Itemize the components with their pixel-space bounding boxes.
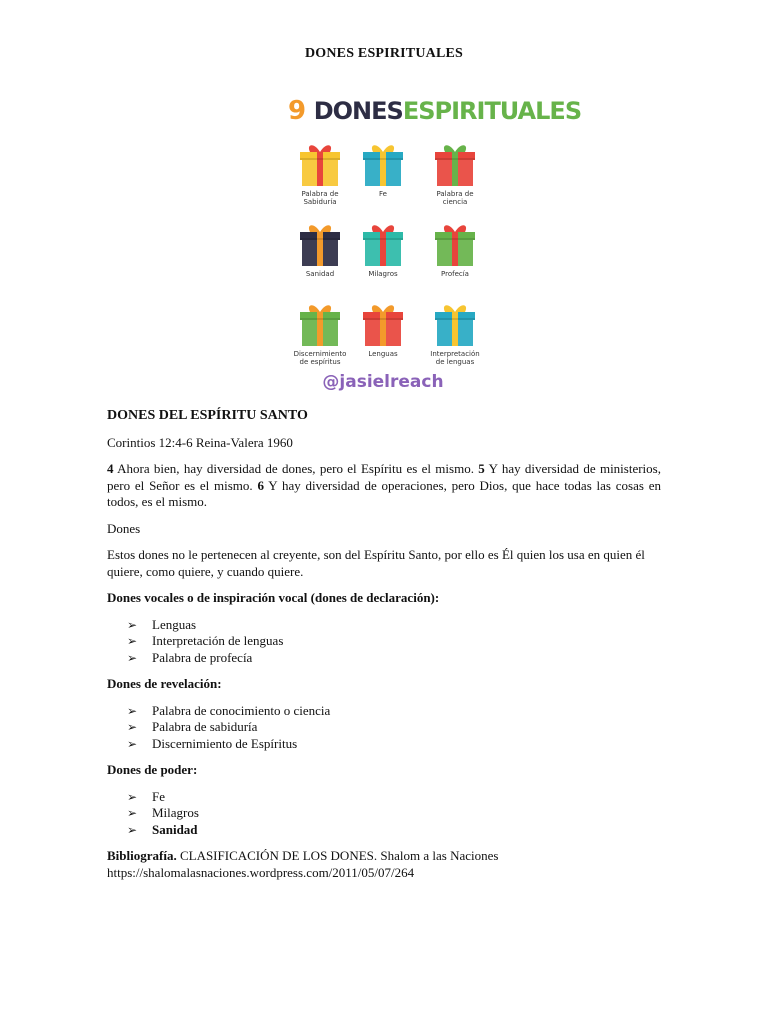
group-heading-revelacion: Dones de revelación: [107,676,222,691]
infographic-handle: @jasielreach [322,372,444,392]
list-item: ➢ Milagros [127,805,661,822]
gift-icon [355,140,411,198]
list-revelacion [127,703,661,753]
dones-description: Estos dones no le pertenecen al creyente, son del Espíritu Santo, por ello es Él quien los usa en quien él quiere, como quiere, y cuando quiere. [107,547,645,579]
bibliography-text: CLASIFICACIÓN DE LOS DONES. Shalom a las Naciones [176,848,499,863]
document-body [107,408,661,881]
verse-number: 5 [478,461,485,476]
list-item: ➢ Lenguas [127,617,661,634]
list-item: ➢ Palabra de profecía [127,650,661,667]
bibliography-label: Bibliografía. [107,848,177,863]
verse-number: 6 [257,477,264,493]
gift-label: Sanidad [305,270,335,278]
gift-label: Lenguas [368,350,398,358]
verse-text: Y hay diversidad de ministerios, pero el Señor es el mismo. [107,461,661,493]
group-heading-vocal: Dones vocales o de inspiración vocal (dones de declaración): [107,590,440,605]
list-item: ➢ Interpretación de lenguas [127,633,661,650]
gift-icon [355,300,411,358]
scripture-verses [107,461,661,511]
bibliography [107,848,661,881]
list-item: ➢ Discernimiento de Espíritus [127,736,661,753]
group-heading-poder: Dones de poder: [107,762,198,777]
list-poder [127,789,661,839]
dones-label: Dones [107,520,141,536]
gift-label: Interpretación de lenguas [430,350,480,366]
list-item: ➢ Fe [127,789,661,806]
gift-icon [355,220,411,278]
infographic-word-dones: DONES [313,97,403,125]
gift-label: Discernimiento de espíritus [293,350,347,366]
bibliography-link[interactable]: https://shalomalasnaciones.wordpress.com/2011/05/07/264 [107,864,415,880]
infographic-heading [288,94,582,128]
list-item: ➢ Palabra de sabiduría [127,719,661,736]
gift-icon [292,300,348,366]
section-title: DONES DEL ESPÍRITU SANTO [107,408,308,423]
verse-text: Ahora bien, hay diversidad de dones, pero el Espíritu es el mismo. [113,461,479,476]
gift-label: Profecía [441,270,469,278]
gift-label: Fe [379,190,387,198]
infographic-word-espirituales: ESPIRITUALES [402,97,582,125]
gift-icon [292,220,348,278]
page-title: DONES ESPIRITUALES [304,46,464,61]
list-item: ➢ Sanidad [127,822,661,839]
infographic-number: 9 [288,96,307,126]
gift-icon [292,140,348,206]
gift-icon [427,220,483,278]
gifts-infographic [284,90,582,400]
verse-number: 4 [107,461,114,476]
gift-icon [427,300,483,366]
gift-label: Palabra de Sabiduría [301,190,339,206]
scripture-reference: Corintios 12:4-6 Reina-Valera 1960 [107,434,293,450]
gift-label: Milagros [368,270,398,278]
list-item: ➢ Palabra de conocimiento o ciencia [127,703,661,720]
verse-text: Y hay diversidad de operaciones, pero Dios, que hace todas las cosas en todos, es el mismo. [107,477,661,509]
gift-label: Palabra de ciencia [436,190,474,206]
gift-icon [427,140,483,206]
list-vocal [127,617,661,667]
